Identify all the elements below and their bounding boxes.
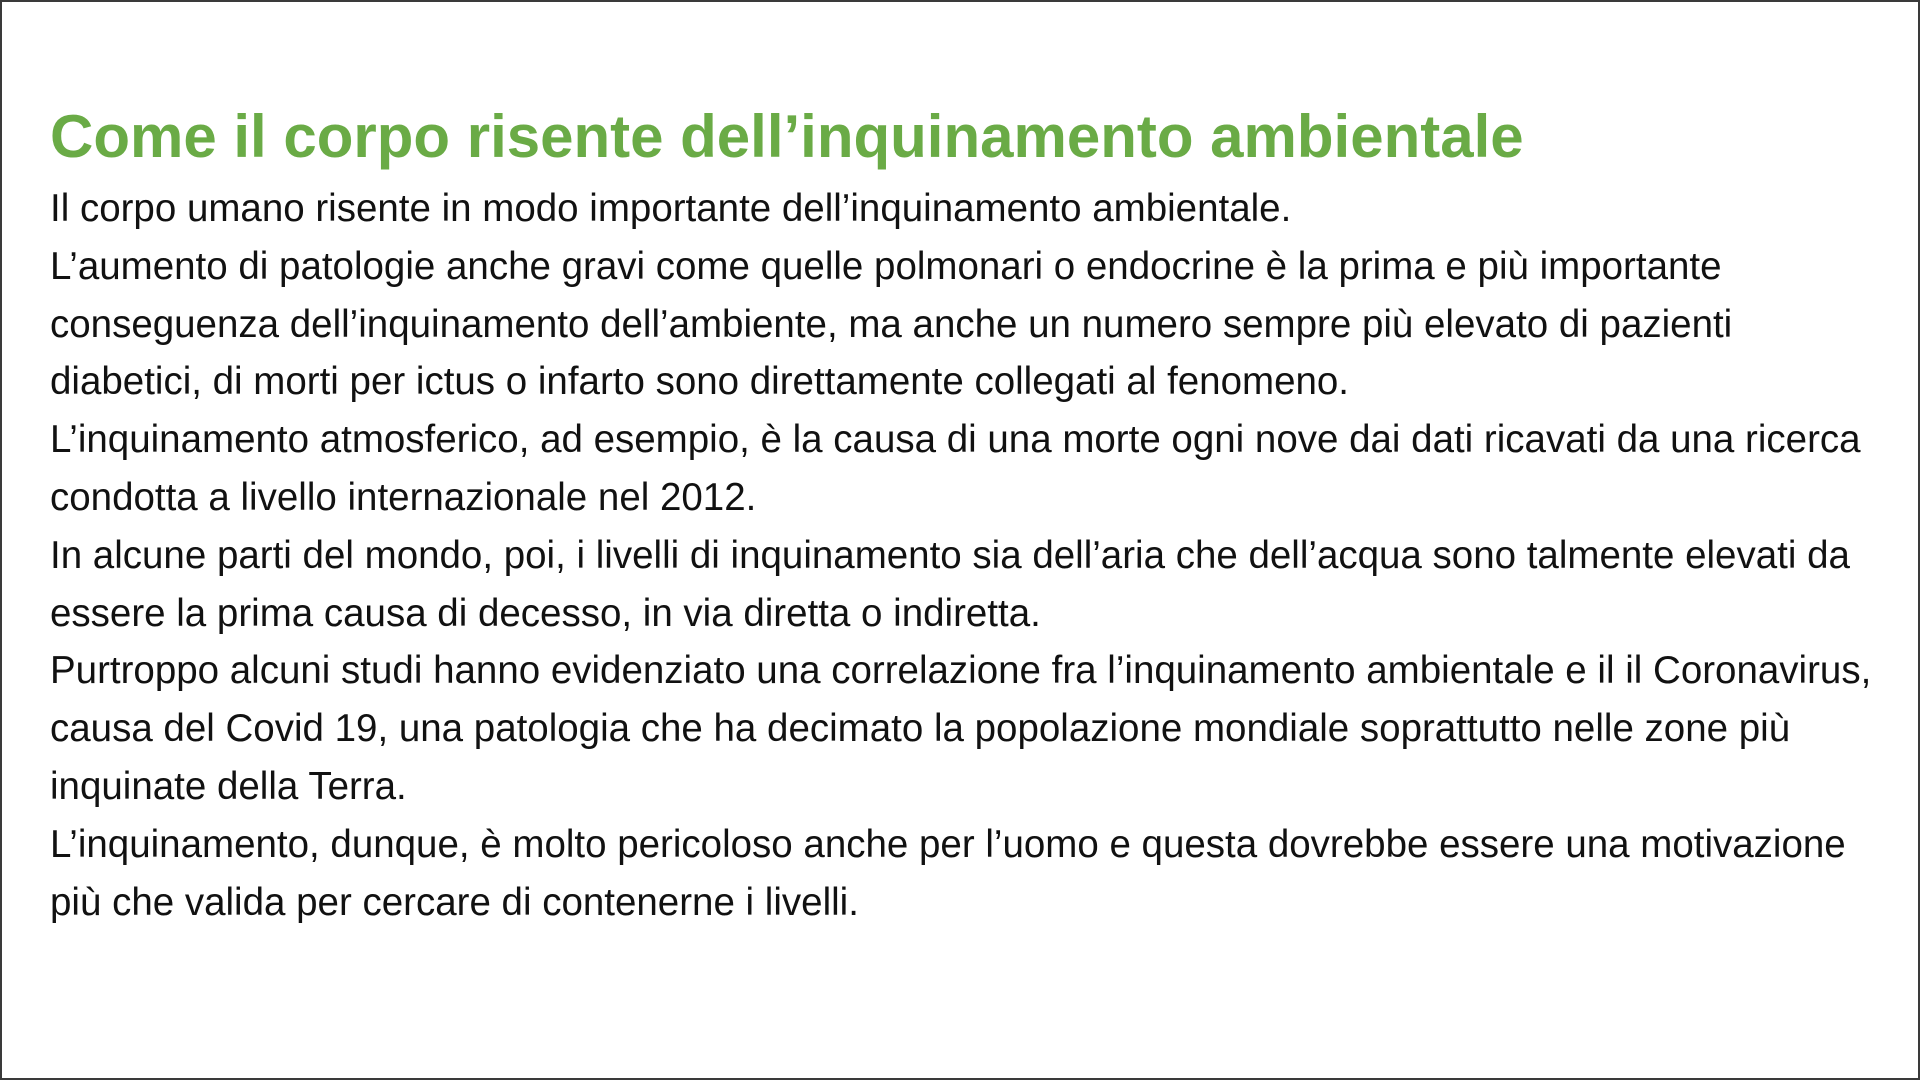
paragraph: L’inquinamento, dunque, è molto pericoloso anche per l’uomo e questa dovrebbe essere una motivazione più che valida per cercare di contenerne i livelli. [50,822,1846,924]
paragraph: In alcune parti del mondo, poi, i livelli di inquinamento sia dell’aria che dell’acqua sono talmente elevati da essere la prima causa di decesso, in via diretta o indiretta. [50,533,1850,635]
slide-title: Come il corpo risente dell’inquinamento ambientale [50,103,1524,170]
paragraph: Il corpo umano risente in modo importante dell’inquinamento ambientale. [50,187,1292,230]
paragraph: Purtroppo alcuni studi hanno evidenziato una correlazione fra l’inquinamento ambientale e il il Coronavirus, causa del Covid 19, una patologia che ha decimato la popolazione mondiale soprattutto nelle zone più inquinate della Terra. [50,649,1872,808]
paragraph: L’aumento di patologie anche gravi come quelle polmonari o endocrine è la prima e più importante conseguenza dell’inquinamento dell’ambiente, ma anche un numero sempre più elevato di pazienti diabetici, di morti per ictus o infarto sono direttamente collegati al fenomeno. [50,244,1733,404]
slide-body [50,180,1890,931]
paragraph: L’inquinamento atmosferico, ad esempio, è la causa di una morte ogni nove dai dati ricavati da una ricerca condotta a livello internazionale nel 2012. [50,418,1861,519]
